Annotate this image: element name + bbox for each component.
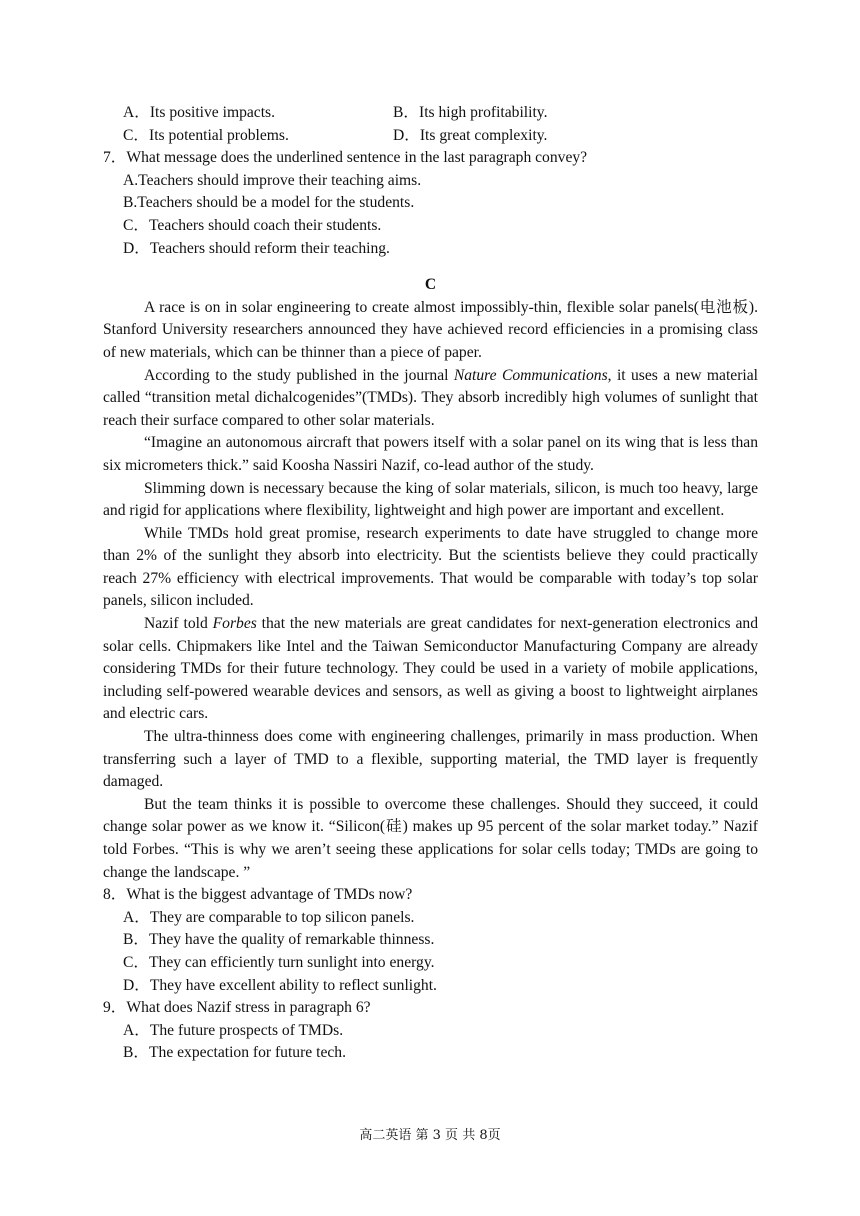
passage-paragraph-8: But the team thinks it is possible to overcome these challenges. Should they succeed, it could change solar power as we know it. “Silicon(硅) makes up 95 percent of the solar market today.” Nazif told Forbes. “This is why we aren’t seeing these applications for solar cells today; TMDs are going to change the landscape. ” bbox=[103, 795, 758, 881]
q7-option-a: A.Teachers should improve their teaching aims. bbox=[123, 171, 422, 189]
q6-options-row-1 bbox=[123, 102, 758, 125]
passage-paragraph-4: Slimming down is necessary because the king of solar materials, silicon, is much too heavy, large and rigid for applications where flexibility, lightweight and high power are important and excellent. bbox=[103, 479, 758, 520]
passage-paragraph-6 bbox=[103, 613, 758, 726]
q6-option-c: C．Its potential problems. bbox=[123, 126, 289, 144]
q7-option-b: B.Teachers should be a model for the students. bbox=[123, 194, 415, 212]
magazine-name: Forbes bbox=[212, 615, 257, 633]
q6-option-d: D．Its great complexity. bbox=[393, 126, 548, 144]
p6-text-start: Nazif told bbox=[144, 615, 213, 633]
q7-option-d: D．Teachers should reform their teaching. bbox=[123, 239, 390, 257]
p2-text-start: According to the study published in the journal bbox=[144, 366, 454, 384]
section-heading: C bbox=[424, 276, 437, 294]
q8-option-c: C．They can efficiently turn sunlight into energy. bbox=[123, 953, 435, 971]
passage-paragraph-7: The ultra-thinness does come with engineering challenges, primarily in mass production. When transferring such a layer of TMD to a flexible, supporting material, the TMD layer is frequently damaged. bbox=[103, 728, 758, 791]
p2-text-end: , it uses a new material called “transition metal dichalcogenides”(TMDs). They absorb incredibly high volumes of sunlight that reach their surface compared to other solar materials. bbox=[103, 366, 758, 429]
q8-stem: 8．What is the biggest advantage of TMDs now? bbox=[103, 886, 413, 904]
q9-stem: 9．What does Nazif stress in paragraph 6? bbox=[103, 999, 371, 1017]
q9-option-a: A．The future prospects of TMDs. bbox=[123, 1021, 344, 1039]
q8-option-a: A．They are comparable to top silicon panels. bbox=[123, 908, 415, 926]
q7-option-c: C．Teachers should coach their students. bbox=[123, 216, 382, 234]
page-footer: 高二英语 第 3 页 共 8页 bbox=[359, 1128, 501, 1143]
q6-option-a: A．Its positive impacts. bbox=[123, 104, 276, 121]
q9-option-b: B．The expectation for future tech. bbox=[123, 1044, 346, 1062]
p6-text-end: that the new materials are great candidates for next-generation electronics and solar cells. Chipmakers like Intel and the Taiwan Semiconductor Manufacturing Company are already considering TMDs for their future technology. They could be used in a variety of mobile applications, including self-powered wearable devices and sensors, as well as giving a boost to lightweight airplanes and electric cars. bbox=[103, 615, 758, 723]
passage-paragraph-5: While TMDs hold great promise, research experiments to date have struggled to change more than 2% of the sunlight they absorb into electricity. But the scientists believe they could practically reach 27% efficiency with electrical improvements. That would be comparable with today’s top solar panels, silicon included. bbox=[103, 524, 758, 610]
passage-paragraph-2 bbox=[103, 365, 758, 433]
q8-option-d: D．They have excellent ability to reflect sunlight. bbox=[123, 976, 437, 994]
passage-paragraph-3: “Imagine an autonomous aircraft that powers itself with a solar panel on its wing that is less than six micrometers thick.” said Koosha Nassiri Nazif, co-lead author of the study. bbox=[103, 434, 758, 474]
passage-paragraph-1: A race is on in solar engineering to create almost impossibly-thin, flexible solar panels(电池板). Stanford University researchers announced they have achieved record efficiencies in a promising class of new materials, which can be thinner than a piece of paper. bbox=[103, 298, 758, 361]
q6-option-b: B．Its high profitability. bbox=[393, 104, 548, 121]
q6-options-row-2 bbox=[123, 125, 758, 148]
page-content bbox=[103, 102, 758, 1065]
q7-stem: 7．What message does the underlined sentence in the last paragraph convey? bbox=[103, 149, 588, 167]
journal-name: Nature Communications bbox=[453, 366, 608, 384]
q8-option-b: B．They have the quality of remarkable thinness. bbox=[123, 931, 435, 949]
